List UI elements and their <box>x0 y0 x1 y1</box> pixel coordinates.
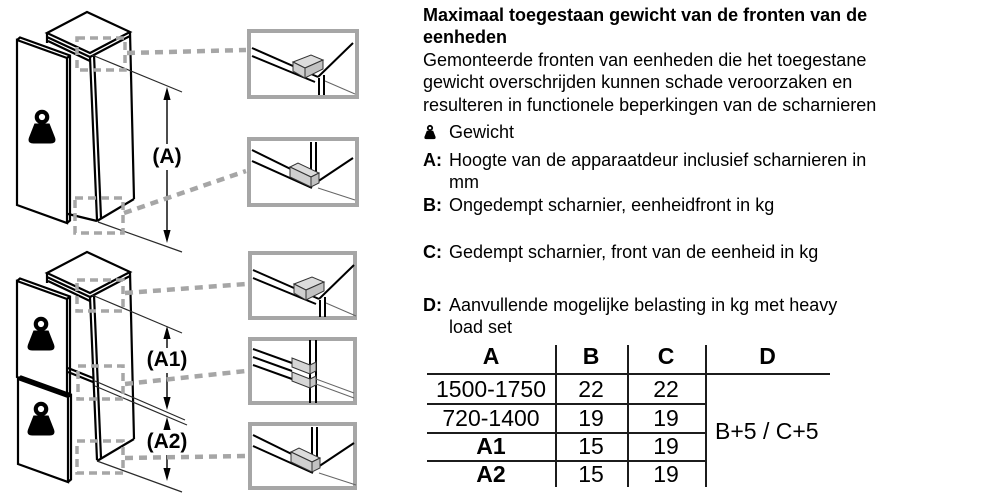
table-header-rule <box>427 373 830 375</box>
legend-D-line-1: Aanvullende mogelijke belasting in kg met heavy <box>449 295 838 315</box>
weight-icon <box>423 124 437 140</box>
intro-line-2: gewicht overschrijden kunnen schade veroorzaken en <box>423 72 853 93</box>
dim-label-A: (A) <box>152 145 182 168</box>
dim-label-A1: (A1) <box>146 348 188 371</box>
cell-a-2: 720-1400 <box>442 405 540 431</box>
cell-a-1: 1500-1750 <box>436 376 546 402</box>
legend-key-D: D: <box>423 295 442 315</box>
legend-B-line-1: Ongedempt scharnier, eenheidfront in kg <box>449 195 775 215</box>
col-header-D: D <box>759 343 776 369</box>
col-header-A: A <box>482 343 500 369</box>
legend-C-line-1: Gedempt scharnier, front van de eenheid in kg <box>449 242 819 262</box>
cell-a-3: A1 <box>476 433 506 459</box>
cell-a-4: A2 <box>476 461 506 487</box>
legend-item-D <box>423 294 998 339</box>
callout-connectors <box>124 50 246 213</box>
door-panel <box>17 38 70 224</box>
fridge-double-diagram <box>17 252 356 492</box>
weight-label: Gewicht <box>449 122 515 142</box>
col-header-C: C <box>657 343 675 369</box>
cell-d-merged: B+5 / C+5 <box>715 418 819 444</box>
cell-b-4: 15 <box>578 461 604 487</box>
extension-lines-2 <box>92 295 187 492</box>
cell-c-1: 22 <box>653 376 679 402</box>
legend-key-B: B: <box>423 195 442 215</box>
installation-diagrams <box>0 0 420 500</box>
legend-A-line-1: Hoogte van de apparaatdeur inclusief scharnieren in <box>449 150 867 170</box>
legend-item-B <box>423 194 998 216</box>
legend-key-C: C: <box>423 242 442 262</box>
hinge-detail-boxes-top <box>249 31 357 205</box>
cell-b-2: 19 <box>578 405 604 431</box>
title-line-1: Maximaal toegestaan gewicht van de fronten van de <box>423 5 868 25</box>
dim-label-A2: (A2) <box>146 430 188 453</box>
cell-b-3: 15 <box>578 433 604 459</box>
cell-c-2: 19 <box>653 405 679 431</box>
cell-c-3: 19 <box>653 433 679 459</box>
dimension-A1 <box>147 326 188 410</box>
legend-key-A: A: <box>423 150 442 170</box>
intro-paragraph <box>423 49 876 116</box>
cell-b-1: 22 <box>578 376 604 402</box>
title-line-2: eenheden <box>423 27 508 48</box>
col-header-B: B <box>582 343 600 369</box>
dimension-A2 <box>147 417 188 481</box>
hinge-detail-boxes-bottom <box>250 253 356 488</box>
legend-item-A <box>423 149 998 194</box>
weight-spec-table <box>427 341 830 491</box>
legend-item-C <box>423 241 998 263</box>
legend-A-line-2: mm <box>449 172 479 193</box>
lower-door-panel <box>18 377 71 483</box>
cell-c-4: 19 <box>653 461 679 487</box>
page-title <box>423 4 867 49</box>
diagram-svg <box>0 0 420 500</box>
fridge-single-diagram <box>17 12 357 252</box>
dimension-A <box>152 87 181 243</box>
weight-legend-row <box>423 121 998 143</box>
legend-D-line-2: load set <box>449 317 513 338</box>
intro-line-3: resulteren in functionele beperkingen van de scharnieren <box>423 94 877 115</box>
intro-line-1: Gemonteerde fronten van eenheden die het toegestane <box>423 50 867 70</box>
